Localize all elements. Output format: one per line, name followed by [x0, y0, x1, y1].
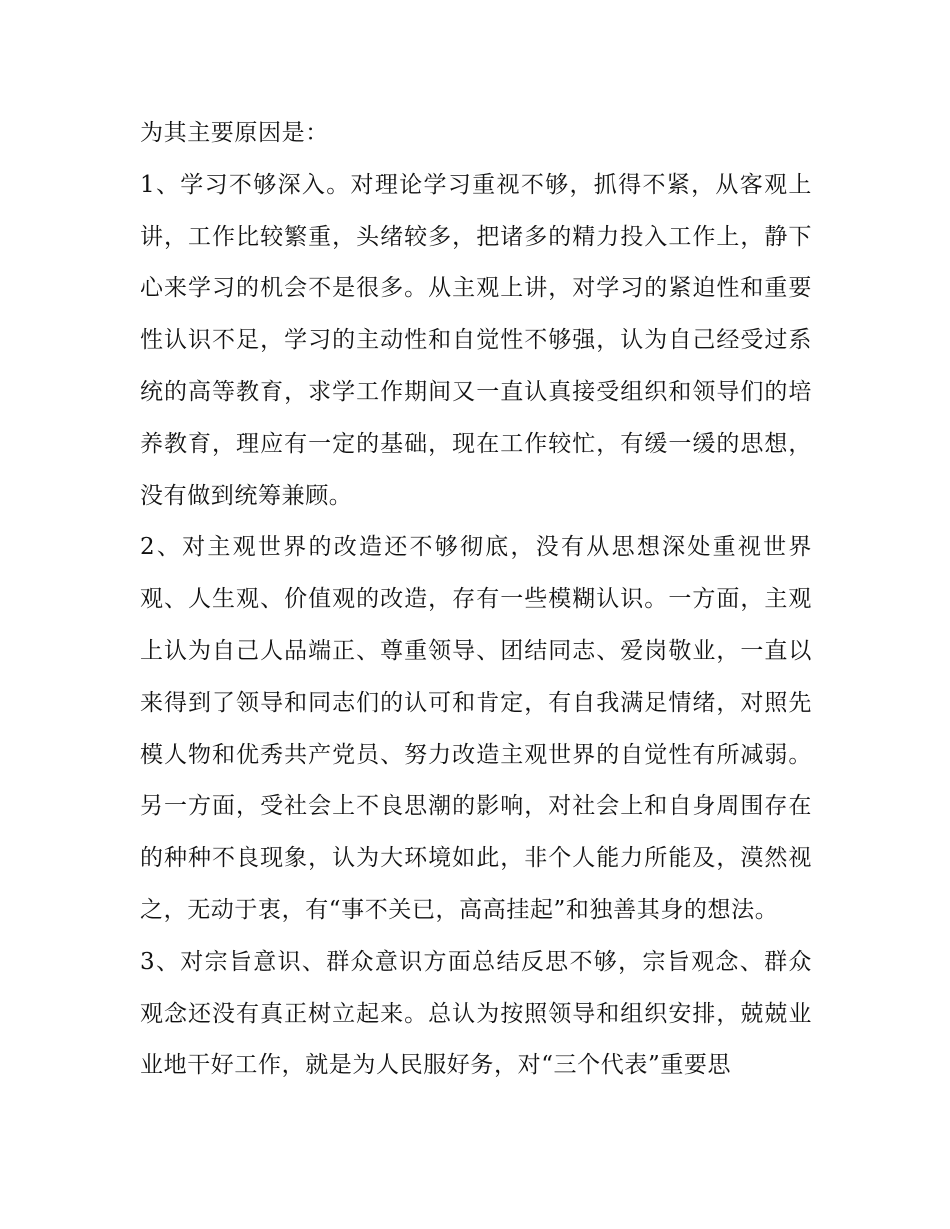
paragraph-1: 1、学习不够深入。对理论学习重视不够，抓得不紧，从客观上讲，工作比较繁重，头绪较多，把诸多的精力投入工作上，静下心来学习的机会不是很多。从主观上讲，对学习的紧迫性和重要性认识不足，学习的主动性和自觉性不够强，认为自己经受过系统的高等教育，求学工作期间又一直认真接受组织和领导们的培养教育，理应有一定的基础，现在工作较忙，有缓一缓的思想，没有做到统筹兼顾。	[140, 171, 812, 509]
paragraph-3: 3、对宗旨意识、群众意识方面总结反思不够，宗旨观念、群众观念还没有真正树立起来。总认为按照领导和组织安排，兢兢业业地干好工作，就是为人民服好务，对“三个代表”重要思	[140, 948, 812, 1079]
paragraph-2: 2、对主观世界的改造还不够彻底，没有从思想深处重视世界观、人生观、价值观的改造，存有一些模糊认识。一方面，主观上认为自己人品端正、尊重领导、团结同志、爱岗敬业，一直以来得到了领导和同志们的认可和肯定，有自我满足情绪，对照先模人物和优秀共产党员、努力改造主观世界的自觉性有所减弱。另一方面，受社会上不良思潮的影响，对社会上和自身周围存在的种种不良现象，认为大环境如此，非个人能力所能及，漠然视之，无动于衷，有“事不关已，高高挂起”和独善其身的想法。	[140, 534, 812, 923]
intro-line: 为其主要原因是：	[140, 120, 329, 146]
document-body	[140, 108, 812, 1092]
